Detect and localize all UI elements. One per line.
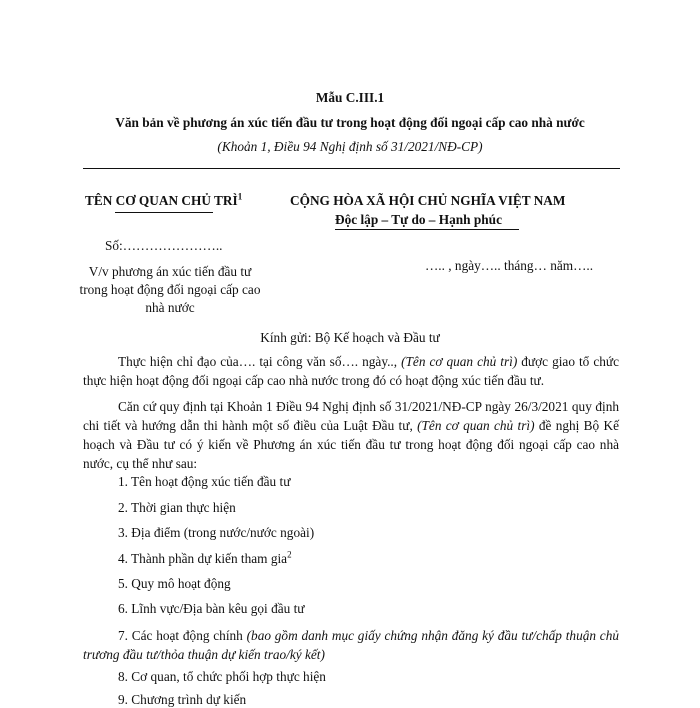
paragraph-1: [83, 352, 619, 390]
motto-underline: [335, 229, 519, 230]
list-item: 8. Cơ quan, tổ chức phối hợp thực hiện: [118, 669, 326, 684]
paragraph-2-text-a: Căn cứ quy định tại Khoản 1 Điều 94 Nghị định số 31/2021/NĐ-CP ngày 26/3/2021 quy định chi tiết và hướng dẫn thi hành một số điều của Luật Đầu tư,: [83, 399, 619, 433]
agency-name-text: TÊN CƠ QUAN CHỦ TRÌ: [85, 193, 238, 208]
paragraph-2: [83, 397, 619, 473]
national-motto: Độc lập – Tự do – Hạnh phúc: [335, 212, 502, 227]
top-divider: [83, 168, 620, 169]
list-item: 5. Quy mô hoạt động: [118, 576, 231, 591]
country-name: CỘNG HÒA XÃ HỘI CHỦ NGHĨA VIỆT NAM: [290, 193, 566, 208]
list-item: 3. Địa điểm (trong nước/nước ngoài): [118, 525, 315, 540]
list-item: [83, 551, 619, 567]
list-item: 9. Chương trình dự kiến: [118, 692, 247, 707]
list-item-7-text: 7. Các hoạt động chính: [118, 628, 247, 643]
paragraph-2-text-c: đề nghị Bộ Kế hoạch và Đầu tư có ý kiến về Phương án xúc tiến đầu tư trong hoạt động đối ngoại cấp cao nhà nước, cụ thể như sau:: [83, 418, 620, 471]
list-item-7-detail: (bao gồm danh mục giấy chứng nhận đăng ký đầu tư/chấp thuận chủ trương đầu tư/thỏa thuận dự kiến trao/ký kết): [83, 628, 619, 662]
form-title: Văn bản về phương án xúc tiến đầu tư trong hoạt động đối ngoại cấp cao nhà nước: [115, 115, 585, 130]
list-item-4-text: 4. Thành phần dự kiến tham gia: [118, 551, 288, 566]
footnote-ref-1: 1: [237, 191, 243, 202]
paragraph-1-text-a: Thực hiện chỉ đạo của…. tại công văn số…. ngày..,: [118, 354, 402, 369]
place-date: ….. , ngày….. tháng… năm…..: [425, 258, 594, 273]
subject-line: trong hoạt động đối ngoại cấp cao: [79, 282, 261, 297]
form-basis: (Khoản 1, Điều 94 Nghị định số 31/2021/NĐ-CP): [217, 139, 483, 154]
subject-line: V/v phương án xúc tiến đầu tư: [88, 264, 252, 279]
paragraph-1-text-c: được giao tổ chức thực hiện hoạt động đối ngoại cấp cao nhà nước trong đó có hoạt động xúc tiến đầu tư.: [83, 354, 619, 388]
document-number: Số:…………………..: [105, 238, 223, 253]
subject-block: [60, 263, 280, 317]
list-item-7: [83, 626, 619, 664]
agency-underline: [115, 212, 213, 213]
paragraph-2-agency-placeholder: (Tên cơ quan chủ trì): [417, 418, 535, 433]
list-item: 1. Tên hoạt động xúc tiến đầu tư: [118, 474, 291, 489]
paragraph-1-agency-placeholder: (Tên cơ quan chủ trì): [401, 354, 518, 369]
agency-name: [85, 193, 242, 209]
salutation: Kính gửi: Bộ Kế hoạch và Đầu tư: [260, 330, 440, 345]
form-code: Mẫu C.III.1: [315, 90, 385, 105]
footnote-ref-2: 2: [287, 549, 292, 560]
list-item: 2. Thời gian thực hiện: [118, 500, 236, 515]
subject-line: nhà nước: [145, 300, 195, 315]
list-item: 6. Lĩnh vực/Địa bàn kêu gọi đầu tư: [118, 601, 305, 616]
